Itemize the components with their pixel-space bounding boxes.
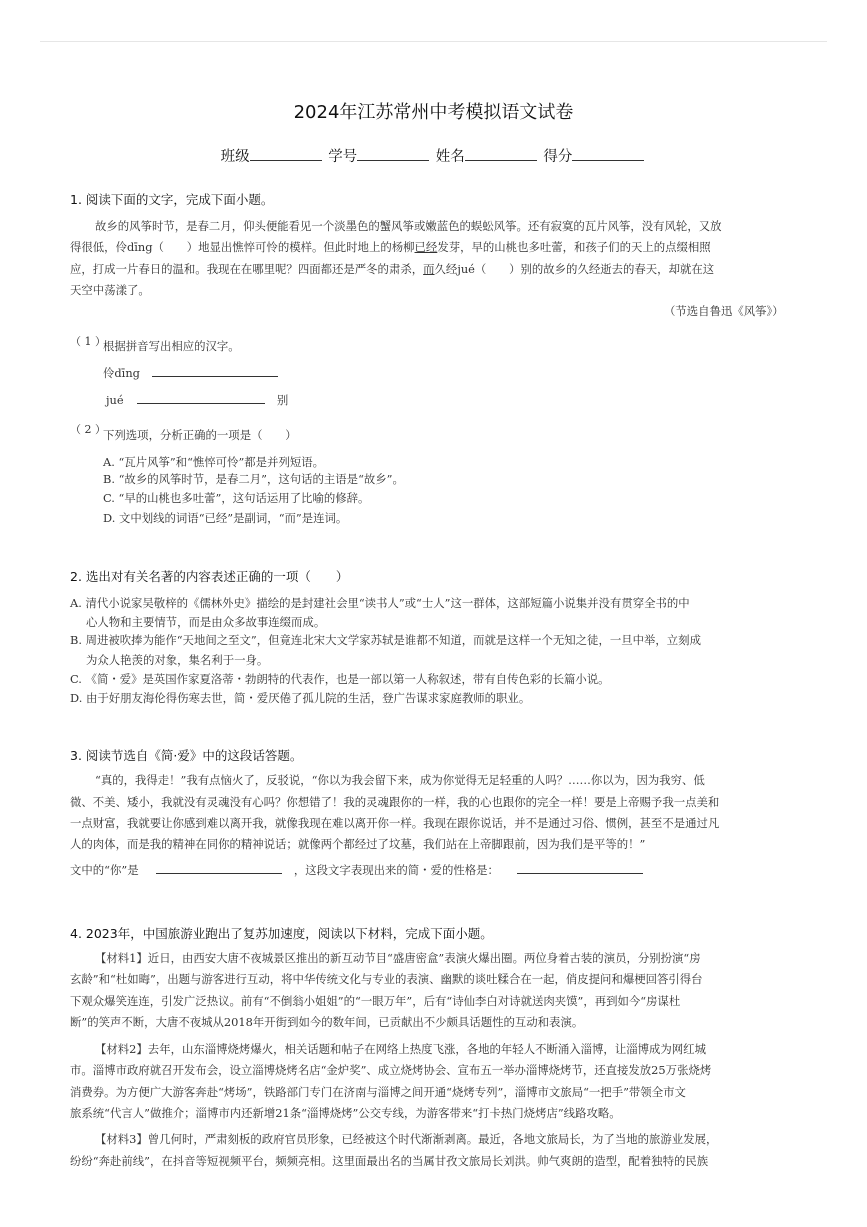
- q3-answer-blank-1[interactable]: [156, 861, 282, 874]
- q3-answer-blank-2[interactable]: [517, 861, 643, 874]
- name-label: 姓名: [435, 149, 465, 165]
- q4-material3-line-2: 纷纷“奔赴前线”，在抖音等短视频平台，频频亮相。这里面最出名的当属甘孜文旅局长刘洪。帅气爽朗的造型，配着独特的民族: [70, 1154, 709, 1168]
- name-field[interactable]: [465, 146, 537, 161]
- q1-sub2-prompt: 下列选项，分析正确的一项是（ ）: [103, 428, 297, 442]
- q3-passage-line-3: 一点财富，我就要让你感到难以离开我，就像我现在难以离开你一样。我现在跟你说话，并不是通过习俗、惯例，甚至不是通过凡: [70, 816, 720, 830]
- q4-material2-line-2: 市。淄博市政府就召开发布会，设立淄博烧烤名店“金炉奖”、成立烧烤协会、宣布五一举办淄博烧烤节，还直接发放25万张烧烤: [70, 1063, 712, 1077]
- q1-sub1-item-b-label: jué: [106, 393, 124, 407]
- q1-sub1-item-b: [106, 391, 288, 408]
- exam-title: 2024年江苏常州中考模拟语文试卷: [293, 102, 574, 123]
- q1-passage-line-3: 应，打成一片春日的温和。我现在在哪里呢？四面都还是严冬的肃杀，而久经jué（ ）别的故乡的久经逝去的春天，却就在这: [70, 262, 715, 276]
- q3-heading: 3. 阅读节选自《简·爱》中的这段话答题。: [70, 748, 303, 763]
- q1-sub2-option-a[interactable]: A. “瓦片风筝”和“憔悴可怜”都是并列短语。: [103, 455, 325, 469]
- score-field[interactable]: [572, 146, 644, 161]
- q3-question-part-1: 文中的“你”是: [70, 863, 139, 877]
- student-id-label: 学号: [328, 149, 358, 165]
- q1-source: （节选自鲁迅《风筝》）: [664, 304, 784, 318]
- q1-sub1-item-a-label: 伶dīng: [103, 366, 140, 380]
- q2-option-c[interactable]: C. 《简・爱》是英国作家夏洛蒂・勃朗特的代表作，也是一部以第一人称叙述，带有自传色彩的长篇小说。: [70, 672, 610, 686]
- q1-sub1-item-a: [103, 364, 278, 381]
- q1-sub2-option-c[interactable]: C. “早的山桃也多吐蕾”，这句话运用了比喻的修辞。: [103, 491, 370, 505]
- q1-sub1-item-a-blank[interactable]: [152, 364, 278, 377]
- q1-sub2-option-d[interactable]: D. 文中划线的词语“已经”是副词，“而”是连词。: [103, 511, 348, 525]
- q4-heading: 4. 2023年，中国旅游业跑出了复苏加速度，阅读以下材料，完成下面小题。: [70, 926, 493, 941]
- q1-sub1-prompt: 根据拼音写出相应的汉字。: [103, 339, 240, 353]
- q2-option-b-line-1[interactable]: B. 周进被吹捧为能作“天地间之至文”，但竟连北宋大文学家苏轼是谁都不知道，而就是这样一个无知之徒，一旦中举，立刻成: [70, 633, 701, 647]
- q1-sub2-option-b[interactable]: B. “故乡的风筝时节，是春二月”，这句话的主语是“故乡”。: [103, 472, 404, 486]
- score-label: 得分: [543, 149, 573, 165]
- q4-material2-line-4: 旅系统“代言人”做推介；淄博市内还新增21条“淄博烧烤”公交专线，为游客带来“打卡热门烧烤店”线路攻略。: [70, 1106, 621, 1120]
- q3-question-row: [70, 861, 643, 878]
- student-id-field[interactable]: [357, 146, 429, 161]
- q4-material2-line-1: 【材料2】去年，山东淄博烧烤爆火，相关话题和帖子在网络上热度飞涨，各地的年轻人不断涌入淄博，让淄博成为网红城: [95, 1042, 706, 1056]
- q1-sub1-number: （ 1 ）: [70, 335, 106, 348]
- q2-option-a-line-1[interactable]: A. 清代小说家吴敬梓的《儒林外史》描绘的是封建社会里“读书人”或“士人”这一群体，这部短篇小说集并没有贯穿全书的中: [70, 596, 690, 610]
- student-info-row: [0, 145, 867, 166]
- q4-material1-line-2: 玄龄”和“杜如晦”，出题与游客进行互动，将中华传统文化与专业的表演、幽默的谈吐糅合在一起，俏皮提问和爆梗回答引得台: [70, 972, 703, 986]
- q1-passage-line-4: 天空中荡漾了。: [70, 283, 150, 297]
- q4-material1-line-4: 断”的笑声不断，大唐不夜城从2018年开街到如今的数年间，已贡献出不少颇具话题性的互动和表演。: [70, 1015, 584, 1029]
- q3-passage-line-2: 微、不美、矮小，我就没有灵魂没有心吗？你想错了！我的灵魂跟你的一样，我的心也跟你的完全一样！要是上帝赐予我一点美和: [70, 795, 720, 809]
- q2-option-d[interactable]: D. 由于好朋友海伦得伤寒去世，简・爱厌倦了孤儿院的生活，登广告谋求家庭教师的职业。: [70, 691, 531, 705]
- q2-heading: 2. 选出对有关名著的内容表述正确的一项（ ）: [70, 569, 349, 584]
- q1-passage-line-2: 得很低，伶dīng（ ）地显出憔悴可怜的模样。但此时地上的杨柳已经发芽，早的山桃也多吐蕾，和孩子们的天上的点缀相照: [70, 240, 711, 254]
- q4-material1-line-3: 下观众爆笑连连，引发广泛热议。前有“不倒翁小姐姐”的“一眼万年”，后有“诗仙李白对诗就送肉夹馍”，再到如今“房谋杜: [70, 994, 681, 1008]
- page-top-rule: [40, 41, 827, 42]
- class-label: 班级: [220, 149, 250, 165]
- q3-question-part-2: ，这段文字表现出来的简・爱的性格是：: [293, 863, 499, 877]
- q1-heading: 1. 阅读下面的文字，完成下面小题。: [70, 192, 274, 207]
- q3-passage-line-4: 人的肉体，而是我的精神在同你的精神说话；就像两个都经过了坟墓，我们站在上帝脚跟前，因为我们是平等的！”: [70, 837, 646, 851]
- q1-sub1-item-b-suffix: 别: [276, 393, 289, 407]
- q2-option-a-line-2[interactable]: 心人物和主要情节，而是由众多故事连缀而成。: [86, 615, 326, 629]
- class-field[interactable]: [250, 146, 322, 161]
- q4-material3-line-1: 【材料3】曾几何时，严肃刻板的政府官员形象，已经被这个时代渐渐剥离。最近，各地文旅局长，为了当地的旅游业发展，: [95, 1132, 718, 1146]
- q1-sub2-number: （ 2 ）: [70, 423, 106, 436]
- q4-material2-line-3: 消费券。为方便广大游客奔赴“烤场”，铁路部门专门在济南与淄博之间开通“烧烤专列”，淄博市文旅局“一把手”带领全市文: [70, 1085, 686, 1099]
- q1-passage-line-1: 故乡的风筝时节，是春二月，仰头便能看见一个淡墨色的蟹风筝或嫩蓝色的蜈蚣风筝。还有寂寞的瓦片风筝，没有风轮，又放: [95, 219, 722, 233]
- q1-sub1-item-b-blank[interactable]: [137, 391, 265, 404]
- q4-material1-line-1: 【材料1】近日，由西安大唐不夜城景区推出的新互动节目“盛唐密盒”表演火爆出圈。两位身着古装的演员，分别扮演“房: [95, 951, 701, 965]
- q2-option-b-line-2[interactable]: 为众人艳羡的对象，集名利于一身。: [86, 653, 269, 667]
- q3-passage-line-1: “真的，我得走！”我有点恼火了，反驳说，“你以为我会留下来，成为你觉得无足轻重的人吗？……你以为，因为我穷、低: [95, 773, 705, 787]
